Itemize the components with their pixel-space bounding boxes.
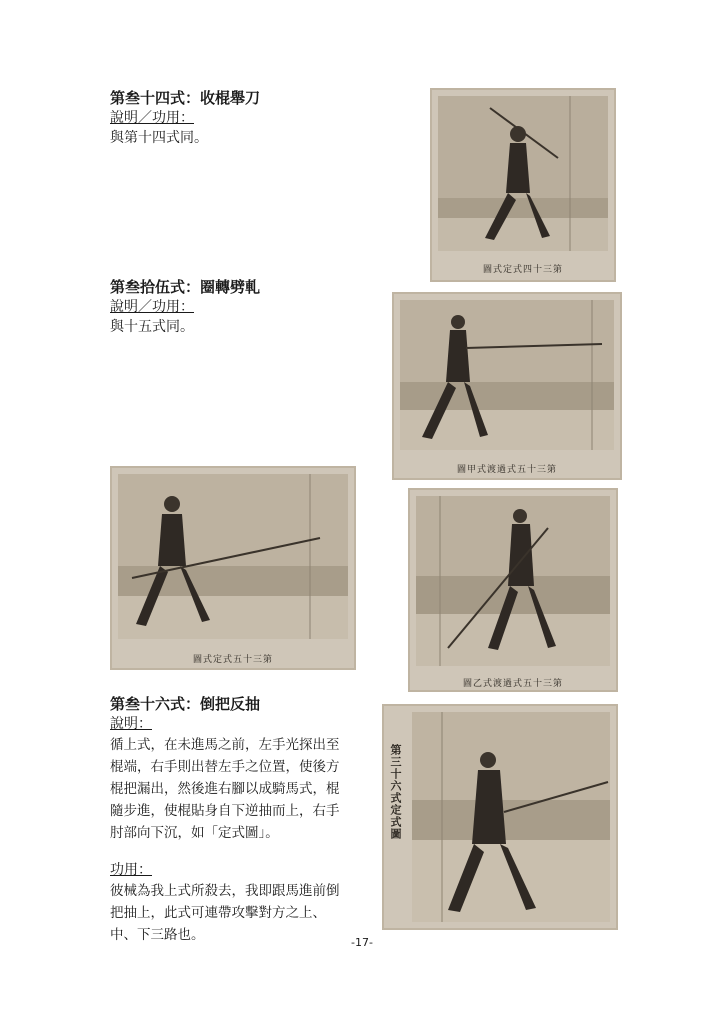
body-line: 隨步進，使棍貼身自下逆抽而上，右手 xyxy=(110,803,340,819)
section-label: 說明／功用： xyxy=(110,110,194,126)
section-label-explanation: 說明： xyxy=(110,716,152,732)
photo-image xyxy=(408,488,618,692)
section-title: 第叁十六式：倒把反抽 xyxy=(110,695,261,713)
body-line: 彼械為我上式所殺去，我即跟馬進前倒 xyxy=(110,883,340,899)
section-body-explanation xyxy=(110,734,375,844)
photo-caption: 圖甲式渡過式五十三第 xyxy=(456,465,557,475)
photo-35-transition-a xyxy=(392,292,622,480)
section-label-application: 功用： xyxy=(110,862,152,878)
body-line: 棍端，右手則出替左手之位置，使後方 xyxy=(110,759,340,775)
section-body: 與第十四式同。 xyxy=(110,130,208,146)
section-title: 第叁拾伍式：圈轉劈軋 xyxy=(110,278,261,296)
section-34 xyxy=(110,88,260,148)
photo-caption: 圖乙式渡過式五十三第 xyxy=(462,679,563,689)
photo-image xyxy=(430,88,616,282)
photo-35-transition-b xyxy=(408,488,618,692)
photo-image xyxy=(110,466,356,670)
section-body: 與十五式同。 xyxy=(110,319,194,335)
photo-caption: 圖式定式四十三第 xyxy=(482,265,563,275)
section-label: 說明／功用： xyxy=(110,299,194,315)
body-line: 把抽上，此式可連帶攻擊對方之上、 xyxy=(110,905,326,921)
section-title: 第叁十四式：收棍舉刀 xyxy=(110,89,261,107)
page-number: -17- xyxy=(351,936,373,949)
body-line: 循上式，在未進馬之前，左手光探出至 xyxy=(110,737,340,753)
photo-caption-vertical: 第三十六式定式圖 xyxy=(389,744,402,840)
photo-35-final-stance xyxy=(110,466,356,670)
body-line: 中、下三路也。 xyxy=(110,927,205,943)
photo-34-final-stance xyxy=(430,88,616,282)
photo-36-final-stance xyxy=(382,704,618,930)
section-35 xyxy=(110,277,260,337)
body-line: 棍把漏出，然後進右腳以成騎馬式，棍 xyxy=(110,781,340,797)
photo-caption: 圖式定式五十三第 xyxy=(192,655,273,665)
body-line: 肘部向下沉，如「定式圖」。 xyxy=(110,825,279,841)
photo-image xyxy=(382,704,618,930)
photo-image xyxy=(392,292,622,480)
section-36 xyxy=(110,694,375,946)
